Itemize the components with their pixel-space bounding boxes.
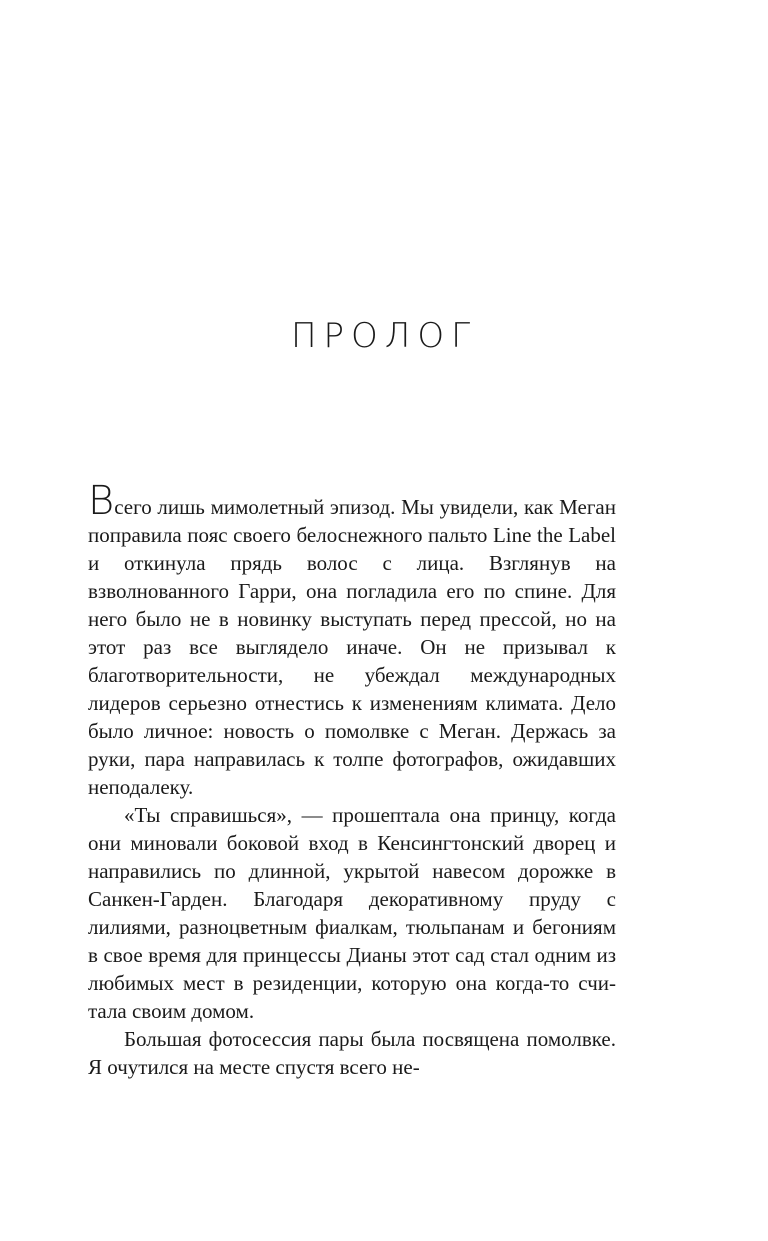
drop-cap: В <box>88 478 115 524</box>
chapter-title: ПРОЛОГ <box>290 316 478 356</box>
paragraph-2: «Ты справишься», — прошептала она принцу, когда они миновали боковой вход в Кенсингтонский дворец и направились по длинной, укрытой навесом дорожке в Санкен-Гарден. Благодаря декоративному пруду с лилиями, разноцветным фиалкам, тюльпанам и бегониям в свое время для принцессы Дианы этот сад стал одним из любимых мест в резиденции, которую она когда-то считала своим домом. <box>88 803 616 1023</box>
paragraph-1 <box>88 478 616 801</box>
body-text <box>88 478 616 1081</box>
paragraph-1-text: сего лишь мимолетный эпизод. Мы увидели, как Меган поправила пояс своего белоснежного пальто Line the Label и откинула прядь волос с лица. Взглянув на взволнованного Гарри, она погладила его по спине. Для него было не в новинку выступать перед прессой, но на этот раз все выглядело иначе. Он не призывал к благотворительности, не убеждал международных лидеров серьезно отнестись к изменениям климата. Дело было личное: новость о помолвке с Меган. Держась за руки, пара направилась к толпе фотографов, ожидавших неподалеку. <box>88 495 616 799</box>
paragraph-3: Большая фотосессия пары была посвящена помолвке. Я очутился на месте спустя всего не- <box>88 1027 616 1079</box>
